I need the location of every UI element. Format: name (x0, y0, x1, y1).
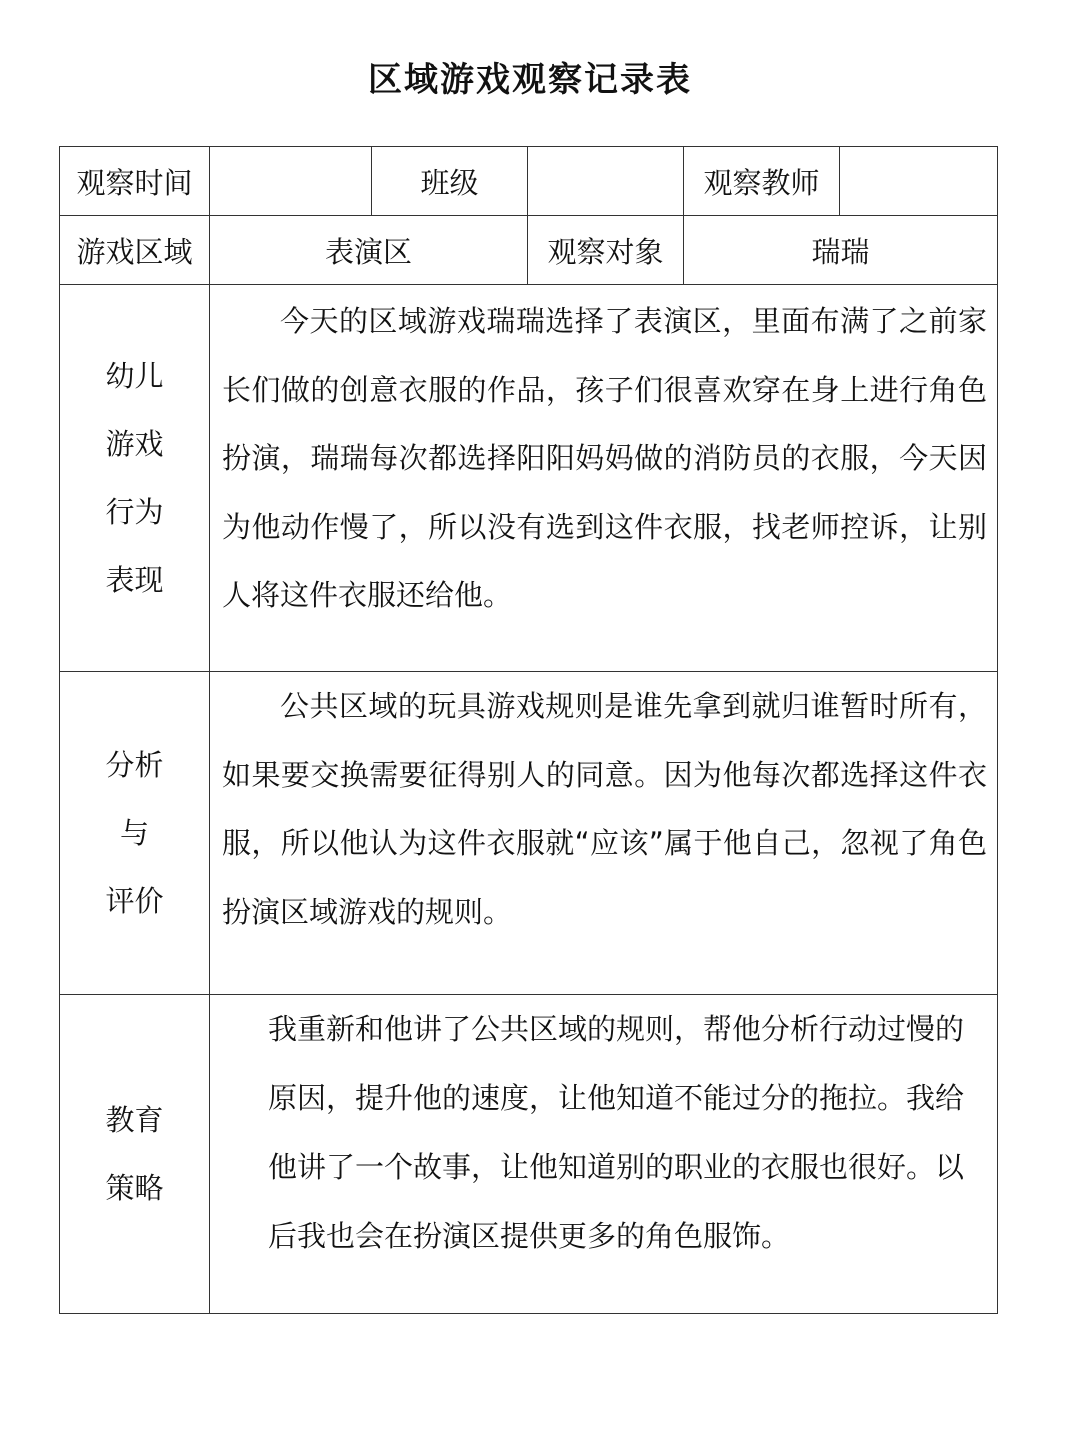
analysis-text[interactable]: 公共区域的玩具游戏规则是谁先拿到就归谁暂时所有，如果要交换需要征得别人的同意。因为他每次都选择这件衣服，所以他认为这件衣服就“应该”属于他自己，忽视了角色扮演区域游戏的规则。 (222, 689, 987, 929)
page-title: 区域游戏观察记录表 (368, 60, 692, 100)
game-area-label: 游戏区域 (60, 216, 210, 285)
analysis-cell (210, 672, 998, 995)
observation-table (59, 146, 998, 1314)
behavior-label-line: 幼儿 (105, 359, 164, 393)
table-row-strategy (60, 995, 998, 1314)
table-row-behavior (60, 285, 998, 672)
strategy-label-line: 策略 (105, 1171, 164, 1205)
game-area-value[interactable]: 表演区 (210, 216, 528, 285)
observation-target-value[interactable]: 瑞瑞 (684, 216, 998, 285)
class-value[interactable] (528, 147, 684, 216)
teacher-label: 观察教师 (684, 147, 840, 216)
behavior-cell (210, 285, 998, 672)
analysis-label-line: 与 (119, 816, 149, 850)
analysis-label (60, 672, 210, 995)
observation-time-label: 观察时间 (60, 147, 210, 216)
observation-time-value[interactable] (210, 147, 372, 216)
strategy-label (60, 995, 210, 1314)
class-label: 班级 (372, 147, 528, 216)
analysis-label-line: 评价 (105, 884, 164, 918)
behavior-label (60, 285, 210, 672)
table-row-area (60, 216, 998, 285)
behavior-label-line: 表现 (105, 563, 164, 597)
teacher-value[interactable] (840, 147, 998, 216)
analysis-label-line: 分析 (105, 748, 164, 782)
strategy-cell (210, 995, 998, 1314)
strategy-label-line: 教育 (105, 1103, 164, 1137)
behavior-label-line: 游戏 (105, 427, 164, 461)
strategy-text[interactable]: 我重新和他讲了公共区域的规则，帮他分析行动过慢的原因，提升他的速度，让他知道不能过分的拖拉。我给他讲了一个故事，让他知道别的职业的衣服也很好。以后我也会在扮演区提供更多的角色服饰。 (268, 1012, 965, 1253)
behavior-label-line: 行为 (105, 495, 164, 529)
table-row-time (60, 147, 998, 216)
observation-target-label: 观察对象 (528, 216, 684, 285)
table-row-analysis (60, 672, 998, 995)
behavior-text[interactable]: 今天的区域游戏瑞瑞选择了表演区，里面布满了之前家长们做的创意衣服的作品，孩子们很喜欢穿在身上进行角色扮演，瑞瑞每次都选择阳阳妈妈做的消防员的衣服，今天因为他动作慢了，所以没有选到这件衣服，找老师控诉，让别人将这件衣服还给他。 (222, 304, 987, 612)
